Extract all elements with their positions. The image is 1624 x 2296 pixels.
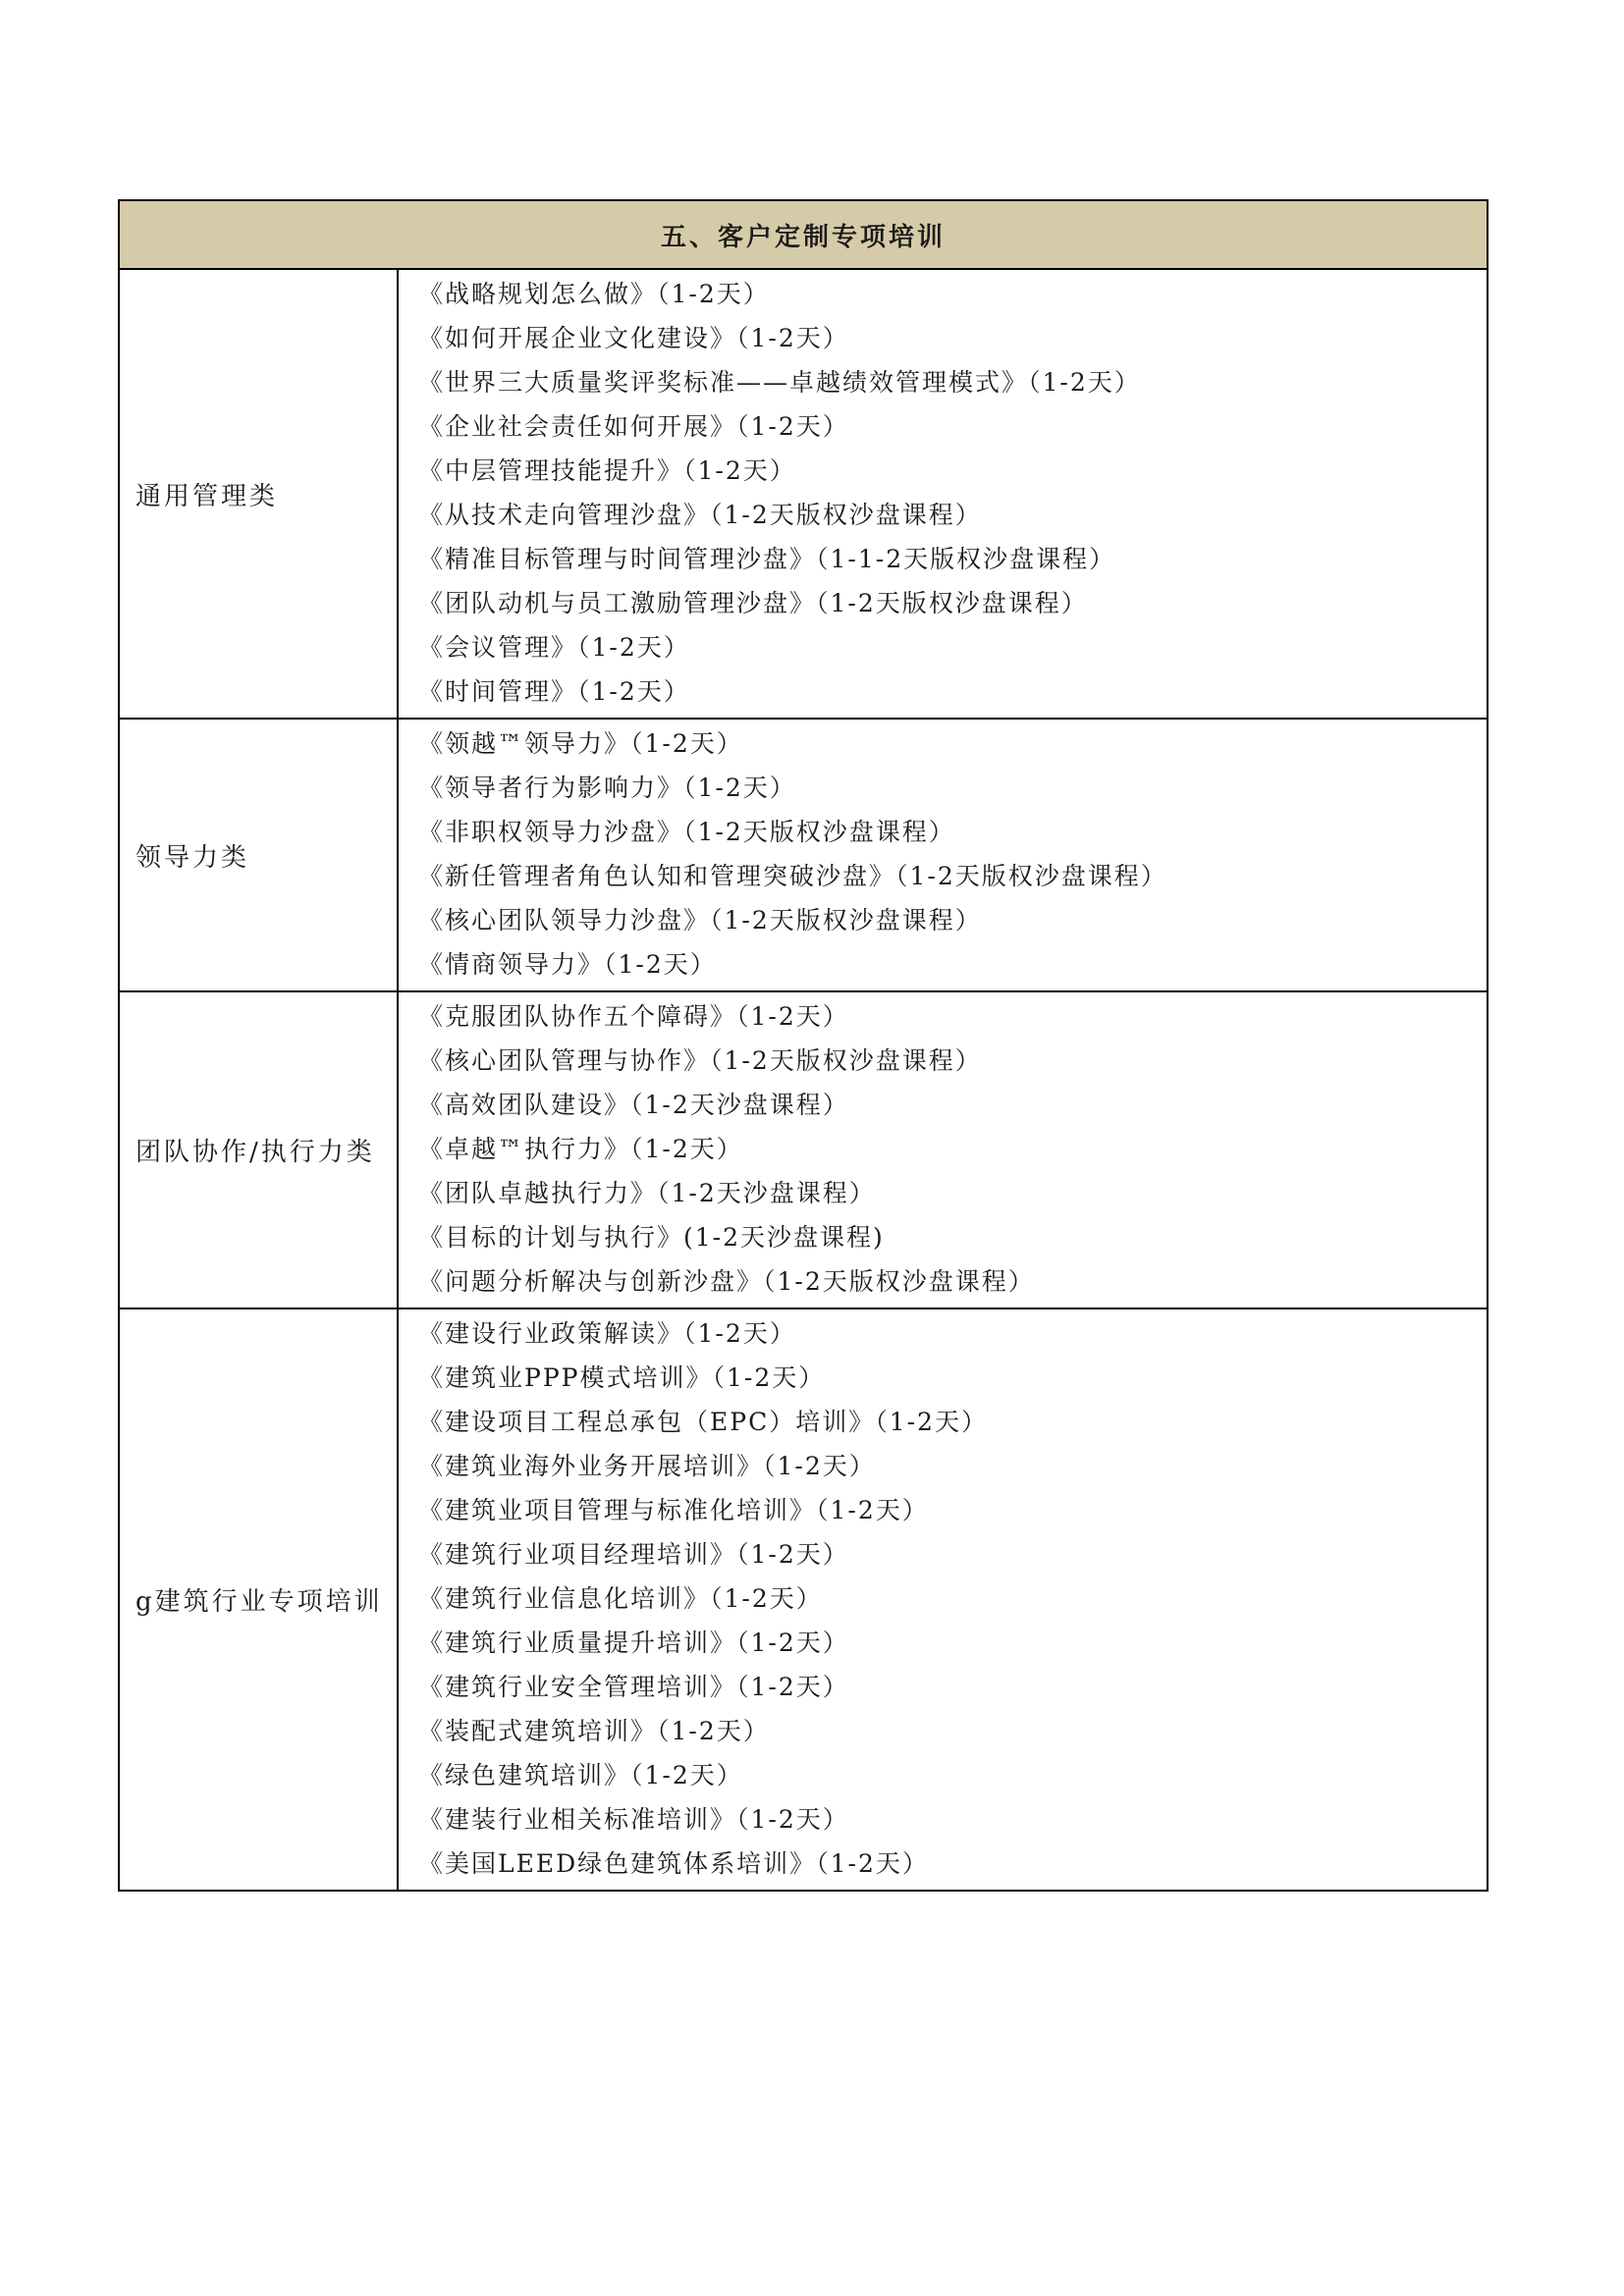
course-item: 《卓越™执行力》（1-2天） — [418, 1135, 743, 1163]
course-item: 《核心团队管理与协作》（1-2天版权沙盘课程） — [418, 1046, 982, 1075]
course-item: 《建装行业相关标准培训》（1-2天） — [418, 1805, 849, 1834]
course-item: 《团队动机与员工激励管理沙盘》（1-2天版权沙盘课程） — [418, 589, 1088, 617]
course-item: 《从技术走向管理沙盘》（1-2天版权沙盘课程） — [418, 501, 982, 529]
course-item: 《新任管理者角色认知和管理突破沙盘》（1-2天版权沙盘课程） — [418, 862, 1167, 890]
course-item: 《高效团队建设》（1-2天沙盘课程） — [418, 1091, 849, 1119]
course-item: 《如何开展企业文化建设》（1-2天） — [418, 324, 849, 352]
category-row-general-management — [119, 269, 1488, 719]
course-item: 《非职权领导力沙盘》（1-2天版权沙盘课程） — [418, 818, 955, 846]
header-row — [119, 200, 1488, 269]
category-label: 领导力类 — [119, 719, 398, 991]
course-list — [398, 269, 1488, 719]
course-item: 《建筑业项目管理与标准化培训》（1-2天） — [418, 1496, 929, 1524]
course-item: 《建筑行业项目经理培训》（1-2天） — [418, 1540, 849, 1569]
course-item: 《精准目标管理与时间管理沙盘》（1-1-2天版权沙盘课程） — [418, 545, 1116, 573]
course-item: 《时间管理》（1-2天） — [418, 677, 690, 706]
course-item: 《中层管理技能提升》（1-2天） — [418, 456, 796, 485]
course-item: 《建筑行业安全管理培训》（1-2天） — [418, 1673, 849, 1701]
category-label: g建筑行业专项培训 — [119, 1308, 398, 1891]
course-item: 《问题分析解决与创新沙盘》（1-2天版权沙盘课程） — [418, 1267, 1035, 1296]
course-item: 《克服团队协作五个障碍》（1-2天） — [418, 1002, 849, 1031]
course-item: 《建筑行业质量提升培训》（1-2天） — [418, 1629, 849, 1657]
category-row-construction-industry — [119, 1308, 1488, 1891]
course-item: 《建筑业PPP模式培训》（1-2天） — [418, 1363, 826, 1392]
course-item: 《建设项目工程总承包（EPC）培训》（1-2天） — [418, 1408, 988, 1436]
course-list — [398, 719, 1488, 991]
course-item: 《装配式建筑培训》（1-2天） — [418, 1717, 770, 1745]
course-item: 《企业社会责任如何开展》（1-2天） — [418, 412, 849, 441]
course-table — [118, 199, 1489, 1892]
category-label: 团队协作/执行力类 — [119, 991, 398, 1308]
course-item: 《团队卓越执行力》（1-2天沙盘课程） — [418, 1179, 876, 1207]
course-item: 《战略规划怎么做》（1-2天） — [418, 280, 770, 308]
course-item: 《情商领导力》（1-2天） — [418, 950, 717, 979]
course-item: 《绿色建筑培训》（1-2天） — [418, 1761, 743, 1789]
course-item: 《建筑业海外业务开展培训》（1-2天） — [418, 1452, 876, 1480]
course-item: 《会议管理》（1-2天） — [418, 633, 690, 662]
course-item: 《建筑行业信息化培训》（1-2天） — [418, 1584, 823, 1613]
section-title: 五、客户定制专项培训 — [119, 200, 1488, 269]
course-list — [398, 1308, 1488, 1891]
course-item: 《美国LEED绿色建筑体系培训》（1-2天） — [418, 1849, 929, 1878]
category-row-teamwork-execution — [119, 991, 1488, 1308]
course-item: 《目标的计划与执行》(1-2天沙盘课程) — [418, 1223, 885, 1252]
course-item: 《建设行业政策解读》（1-2天） — [418, 1319, 796, 1348]
category-label: 通用管理类 — [119, 269, 398, 719]
course-item: 《核心团队领导力沙盘》（1-2天版权沙盘课程） — [418, 906, 982, 934]
course-item: 《领导者行为影响力》（1-2天） — [418, 774, 796, 802]
category-row-leadership — [119, 719, 1488, 991]
course-list — [398, 991, 1488, 1308]
course-item: 《世界三大质量奖评奖标准——卓越绩效管理模式》（1-2天） — [418, 368, 1141, 397]
course-item: 《领越™领导力》（1-2天） — [418, 729, 743, 758]
